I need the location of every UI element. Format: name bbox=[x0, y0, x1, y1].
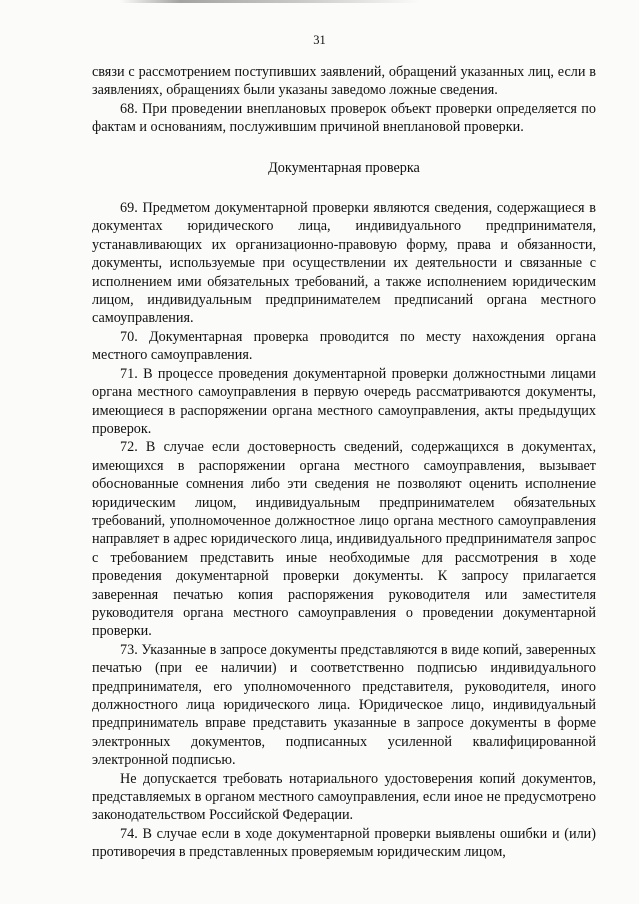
paragraph-continuation: связи с рассмотрением поступивших заявлений, обращений указанных лиц, если в заявлениях, обращениях были указаны заведомо ложные сведения. bbox=[92, 64, 596, 99]
paragraph-74: 74. В случае если в ходе документарной проверки выявлены ошибки и (или) противоречия в представленных проверяемым юридическим лицом, bbox=[92, 825, 596, 861]
scan-artifact bbox=[120, 0, 420, 3]
paragraph-71: 71. В процессе проведения документарной проверки должностными лицами органа местного самоуправления в первую очередь рассматриваются документы, имеющиеся в распоряжении органа местного самоуправления, акты предыдущих проверок. bbox=[92, 365, 596, 437]
paragraph-73: 73. Указанные в запросе документы представляются в виде копий, заверенных печатью (при ее наличии) и соответственно подписью индивидуального предпринимателя, его уполномоченного представителя, руководителя, иного должностного лица юридического лица. Юридическое лицо, индивидуальный предприниматель вправе представить указанные в запросе документы в форме электронных документов, подписанных усиленной квалифицированной электронной подписью. bbox=[92, 641, 596, 769]
paragraph-69: 69. Предметом документарной проверки являются сведения, содержащиеся в документах юридического лица, индивидуального предпринимателя, устанавливающих их организационно-правовую форму, права и обязанности, документы, используемые при осуществлении их деятельности и связанные с исполнением ими обязательных требований, а также исполнением юридическим лицом, индивидуальным предпринимателем предписаний органа местного самоуправления. bbox=[92, 200, 596, 327]
paragraph-68: 68. При проведении внеплановых проверок объект проверки определяется по фактам и основаниям, послужившим причиной внеплановой проверки. bbox=[92, 100, 596, 136]
page-number: 31 bbox=[313, 33, 326, 47]
paragraph-70: 70. Документарная проверка проводится по месту нахождения органа местного самоуправления. bbox=[92, 328, 596, 364]
paragraph-73-note: Не допускается требовать нотариального удостоверения копий документов, представляемых в органом местного самоуправления, если иное не предусмотрено законодательством Российской Федерации. bbox=[92, 770, 596, 824]
paragraph-72: 72. В случае если достоверность сведений, содержащихся в документах, имеющихся в распоряжении органа местного самоуправления, вызывает обоснованные сомнения либо эти сведения не позволяют оценить исполнение юридическим лицом, индивидуальным предпринимателем обязательных требований, уполномоченное должностное лицо органа местного самоуправления направляет в адрес юридического лица, индивидуального предпринимателя запрос с требованием представить иные необходимые для рассмотрения в ходе проведения документарной проверки документы. К запросу прилагается заверенная печатью копия распоряжения руководителя или заместителя руководителя органа местного самоуправления о проведении документарной проверки. bbox=[92, 439, 596, 640]
document-body bbox=[92, 63, 596, 862]
section-heading: Документарная проверка bbox=[268, 159, 420, 176]
